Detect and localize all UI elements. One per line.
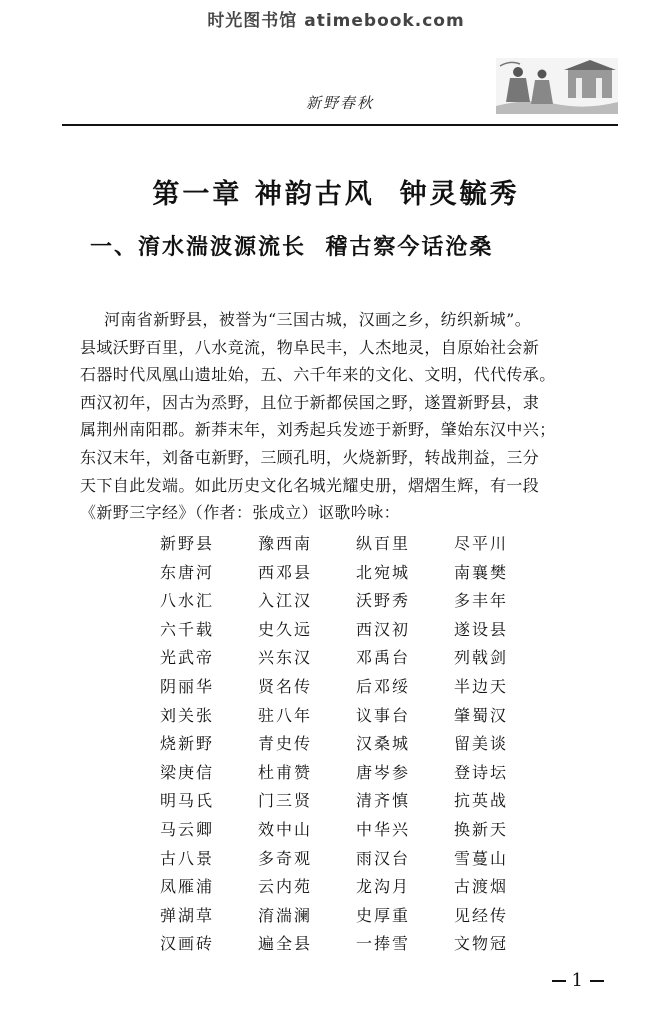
poem-phrase: 六千载 [160,619,215,639]
poem-row [160,587,540,616]
poem-phrase: 刘关张 [160,705,215,725]
poem-phrase: 多奇观 [258,848,313,868]
poem-phrase: 烧新野 [160,734,215,754]
poem-phrase: 沃野秀 [356,591,411,611]
poem-row [160,902,540,931]
poem-row [160,702,540,731]
poem-row [160,845,540,874]
poem-phrase: 效中山 [258,819,313,839]
poem-phrase: 龙沟月 [356,877,411,897]
poem-phrase: 尽平川 [454,534,509,553]
poem-phrase: 云内苑 [258,877,313,897]
poem-row [160,530,540,559]
poem-row [160,873,540,902]
poem-phrase: 留美谈 [454,734,509,754]
poem-phrase: 南襄樊 [454,562,509,582]
poem-row [160,930,540,959]
poem-row [160,730,540,759]
poem-phrase: 东唐河 [160,562,215,582]
page-number-dash [552,980,566,982]
poem-phrase: 雨汉台 [356,848,411,868]
poem-phrase: 登诗坛 [454,762,509,782]
poem-phrase: 后邓绥 [356,676,411,696]
poem-phrase: 八水汇 [160,591,215,611]
poem-phrase: 文物冠 [454,934,509,954]
poem-phrase: 议事台 [356,705,411,725]
body-line: 属荆州南阳郡。新莽末年，刘秀起兵发迹于新野，肇始东汉中兴； [80,420,556,440]
poem-phrase: 门三贤 [258,791,313,811]
poem-row [160,616,540,645]
page-header [62,88,618,124]
poem-row [160,559,540,588]
page-number-dash [590,980,604,982]
section-title: 一、淯水湍波源流长 稽古察今话沧桑 [90,234,494,260]
page-number-value: 1 [571,970,584,991]
chapter-title: 第一章 神韵古风 钟灵毓秀 [152,179,520,210]
body-line: 石器时代凤凰山遗址始，五、六千年来的文化、文明，代代传承。 [80,365,556,385]
poem-row [160,673,540,702]
poem-phrase: 古八景 [160,848,215,868]
poem-phrase: 史厚重 [356,905,411,925]
poem-phrase: 列戟剑 [454,648,509,668]
poem-phrase: 明马氏 [160,791,215,811]
poem-phrase: 汉画砖 [160,934,215,954]
body-line: 县域沃野百里，八水竞流，物阜民丰，人杰地灵，自原始社会新 [80,337,540,357]
poem-phrase: 兴东汉 [258,648,313,668]
poem-phrase: 贤名传 [258,676,313,696]
poem-row [160,816,540,845]
poem-phrase: 古渡烟 [454,877,509,897]
poem-phrase: 汉桑城 [356,734,411,754]
body-line: 西汉初年，因古为烝野，且位于新都侯国之野，遂置新野县，隶 [80,392,540,412]
poem-phrase: 光武帝 [160,648,215,668]
poem-row [160,759,540,788]
body-paragraph [80,306,610,527]
body-line: 东汉末年，刘备屯新野，三顾孔明，火烧新野，转战荆益，三分 [80,447,540,467]
ancient-figures-illustration-icon [496,58,618,114]
poem-phrase: 清齐慎 [356,791,411,811]
poem-phrase: 入江汉 [258,591,313,611]
poem-phrase: 中华兴 [356,819,411,839]
header-rule [62,124,618,126]
poem-phrase: 新野县 [160,534,215,553]
poem-row [160,644,540,673]
poem-row [160,787,540,816]
poem-phrase: 抗英战 [454,791,509,811]
poem-phrase: 北宛城 [356,562,411,582]
watermark: 时光图书馆 atimebook.com [207,11,465,31]
poem-phrase: 遂设县 [454,619,509,639]
poem-phrase: 淯湍澜 [258,905,313,925]
three-character-poem [160,530,540,959]
poem-phrase: 肇蜀汉 [454,705,509,725]
poem-phrase: 凤雁浦 [160,877,215,897]
poem-phrase: 多丰年 [454,591,509,611]
poem-phrase: 杜甫赞 [258,762,313,782]
poem-phrase: 换新天 [454,819,509,839]
poem-phrase: 马云卿 [160,819,215,839]
body-line: 《新野三字经》（作者：张成立）讴歌吟咏： [80,503,401,523]
poem-phrase: 史久远 [258,619,313,639]
running-head: 新野春秋 [305,94,374,112]
poem-phrase: 唐岑参 [356,762,411,782]
poem-phrase: 雪蔓山 [454,848,509,868]
poem-phrase: 豫西南 [258,534,313,553]
poem-phrase: 梁庚信 [160,762,215,782]
poem-phrase: 阴丽华 [160,676,215,696]
poem-phrase: 见经传 [454,905,509,925]
poem-phrase: 青史传 [258,734,313,754]
poem-phrase: 弹湖草 [160,905,215,925]
page-number [520,970,610,991]
poem-phrase: 半边天 [454,676,509,696]
poem-phrase: 一捧雪 [356,934,411,954]
poem-phrase: 遍全县 [258,934,313,954]
body-line: 天下自此发端。如此历史文化名城光耀史册，熠熠生辉，有一段 [80,475,540,495]
poem-phrase: 邓禹台 [356,648,411,668]
poem-phrase: 驻八年 [258,705,313,725]
body-line: 河南省新野县，被誉为“三国古城，汉画之乡，纺织新城”。 [104,310,532,329]
poem-phrase: 西邓县 [258,562,313,582]
poem-phrase: 纵百里 [356,534,411,553]
poem-phrase: 西汉初 [356,619,411,639]
